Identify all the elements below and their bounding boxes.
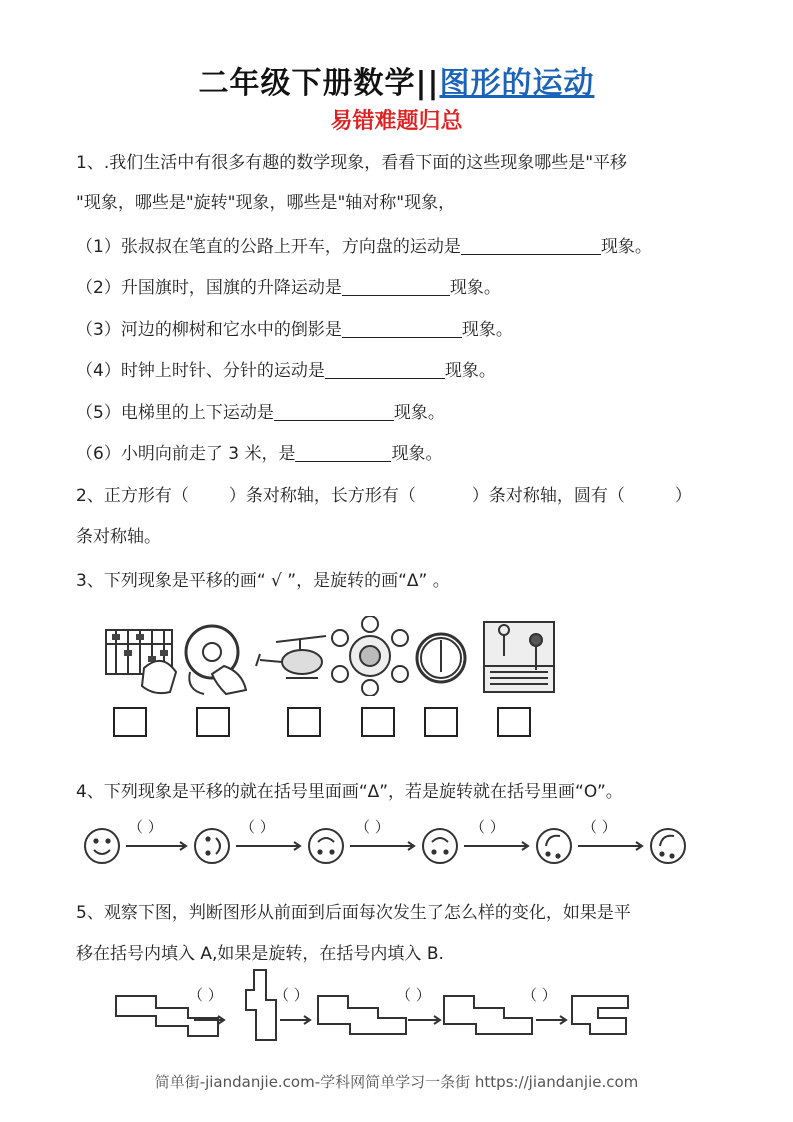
q4-prompt: 4、下列现象是平移的就在括号里面画“Δ”，若是旋转就在括号里画“O”。 [76, 782, 623, 802]
answer-blank[interactable] [274, 402, 394, 421]
face-icon [651, 829, 685, 863]
page-title: 二年级下册数学||图形的运动 [198, 66, 595, 101]
q3-answer-box-6[interactable] [497, 707, 531, 737]
q4-answer-paren-1[interactable]: （ ） [128, 818, 163, 836]
face-icon [423, 829, 457, 863]
q1-item-1: （1）张叔叔在笔直的公路上开车，方向盘的运动是 现象。 [76, 237, 652, 257]
q5-answer-paren-1[interactable]: （ ） [188, 986, 223, 1004]
q4-answer-paren-3[interactable]: （ ） [355, 818, 390, 836]
q3-prompt: 3、下列现象是平移的画“ √ ”，是旋转的画“Δ” 。 [76, 571, 450, 591]
q4-answer-paren-2[interactable]: （ ） [240, 818, 275, 836]
q1-item-2: （2）升国旗时，国旗的升降运动是 现象。 [76, 278, 501, 298]
q1-item-4: （4）时钟上时针、分针的运动是 现象。 [76, 361, 496, 381]
q3-answer-box-4[interactable] [361, 707, 395, 737]
page-footer: 简单街-jiandanjie.com-学科网简单学习一条街 https://jiandanjie.com [154, 1073, 639, 1091]
q3-answer-box-1[interactable] [113, 707, 147, 737]
q4-answer-paren-4[interactable]: （ ） [470, 818, 505, 836]
q2-line1: 2、正方形有（ ）条对称轴，长方形有（ ）条对称轴，圆有（ ） [76, 486, 692, 506]
q1-line2: "现象，哪些是"旋转"现象，哪些是"轴对称"现象， [76, 193, 456, 213]
face-icon [537, 829, 571, 863]
q3-answer-box-3[interactable] [287, 707, 321, 737]
q3-pictures [100, 616, 570, 696]
q2-line2: 条对称轴。 [76, 527, 161, 547]
abacus-icon [106, 630, 176, 693]
step-shape-icon [246, 970, 276, 1040]
face-icon [309, 829, 343, 863]
face-icon [85, 829, 119, 863]
q5-answer-paren-3[interactable]: （ ） [396, 986, 431, 1004]
face-icon [195, 829, 229, 863]
q3-answer-box-2[interactable] [196, 707, 230, 737]
helicopter-icon [256, 636, 326, 678]
q1-item-5: （5）电梯里的上下运动是 现象。 [76, 403, 445, 423]
q5-answer-paren-2[interactable]: （ ） [274, 986, 309, 1004]
answer-blank[interactable] [461, 236, 601, 255]
step-shape-icon [572, 996, 628, 1034]
page-subtitle: 易错难题归总 [330, 109, 463, 134]
answer-blank[interactable] [342, 277, 450, 296]
q1-item-3: （3）河边的柳树和它水中的倒影是 现象。 [76, 320, 513, 340]
merry-go-round-icon [332, 616, 408, 696]
answer-blank[interactable] [295, 443, 391, 462]
clock-icon [417, 634, 465, 682]
q1-line1: 1、.我们生活中有很多有趣的数学现象，看看下面的这些现象哪些是"平移 [76, 153, 628, 173]
q5-shapes-sequence [112, 966, 702, 1046]
q5-answer-paren-4[interactable]: （ ） [522, 986, 557, 1004]
answer-blank[interactable] [342, 319, 462, 338]
step-shape-icon [444, 996, 532, 1034]
answer-blank[interactable] [325, 360, 445, 379]
q1-item-6: （6）小明向前走了 3 米，是 现象。 [76, 444, 443, 464]
q3-answer-box-5[interactable] [424, 707, 458, 737]
escalator-icon [484, 622, 554, 692]
step-shape-icon [318, 996, 406, 1034]
steering-wheel-icon [186, 626, 246, 694]
q5-line1: 5、观察下图，判断图形从前面到后面每次发生了怎么样的变化，如果是平 [76, 903, 631, 923]
q4-answer-paren-5[interactable]: （ ） [582, 818, 617, 836]
q5-line2: 移在括号内填入 A,如果是旋转，在括号内填入 B. [76, 944, 444, 964]
